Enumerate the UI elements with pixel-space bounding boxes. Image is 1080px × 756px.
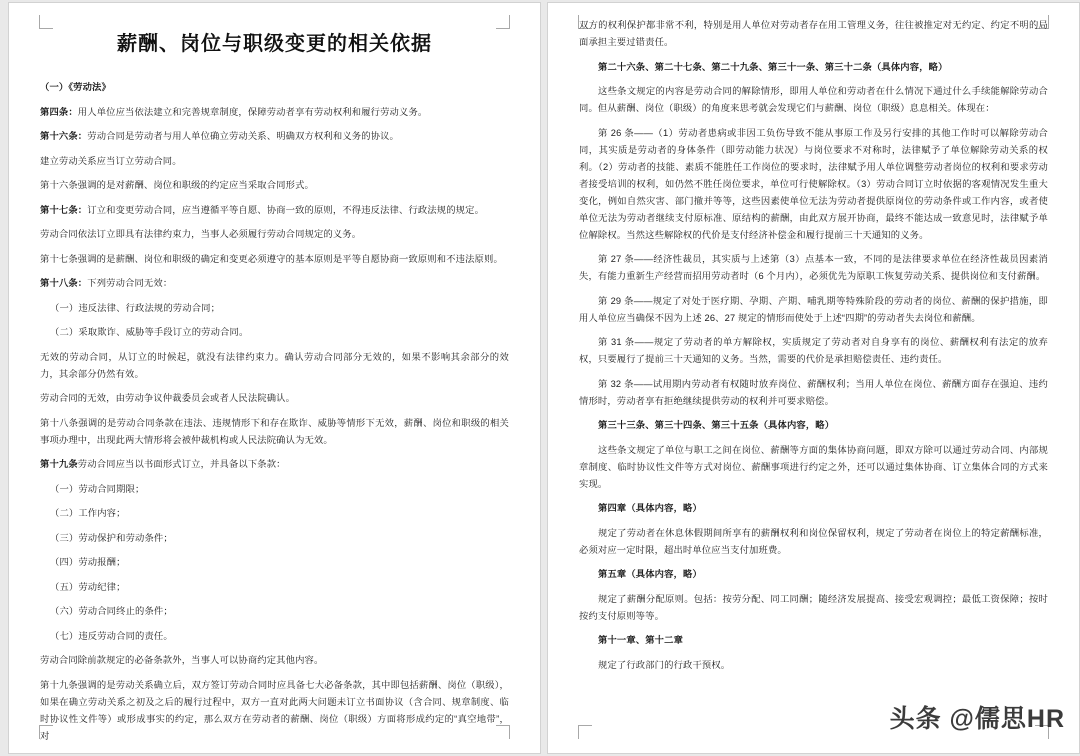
article-paragraph: [40, 275, 509, 292]
body-paragraph: 劳动合同除前款规定的必备条款外，当事人可以协商约定其他内容。: [40, 655, 324, 665]
article-paragraph: [40, 456, 509, 473]
body-paragraph: 劳动合同依法订立即具有法律约束力，当事人必须履行劳动合同规定的义务。: [40, 229, 362, 239]
section-heading-labor-law: （一）《劳动法》: [40, 82, 111, 92]
body-paragraph: 第十八条强调的是劳动合同条款在违法、违规情形下和存在欺诈、威胁等情形下无效，薪酬、岗位和职级的相关事项办理中，出现此两大情形将会被仲裁机构或人民法院确认为无效。: [40, 417, 509, 445]
list-item: （四）劳动报酬；: [50, 557, 126, 567]
watermark: 头条 @儒思HR: [889, 705, 1065, 733]
document-page-right: [547, 2, 1080, 754]
article-label: 第十六条：: [40, 131, 88, 141]
article-paragraph: [40, 128, 509, 145]
list-item: （一）劳动合同期限；: [50, 483, 145, 494]
body-paragraph: 这些条文规定了单位与职工之间在岗位、薪酬等方面的集体协商问题，即双方除可以通过劳动合同、内部规章制度、临时协议性文件等方式对岗位、薪酬事项进行约定之外，还可以通过集体协商、订立集体合同的方式来实现。: [579, 444, 1048, 489]
article-label: 第十八条：: [40, 278, 88, 288]
article-group-heading: 第三十三条、第三十四条、第三十五条（具体内容，略）: [598, 420, 835, 430]
body-paragraph: 规定了劳动者在休息休假期间所享有的薪酬权利和岗位保留权利，规定了劳动者在岗位上的特定薪酬标准，必须对应一定时限，超出时单位应当支付加班费。: [579, 527, 1048, 555]
chapter-heading: 第十一章、第十二章: [598, 635, 684, 645]
list-item: （二）工作内容；: [50, 508, 126, 518]
document-page-left: [8, 2, 541, 754]
list-item: （三）劳动保护和劳动条件；: [50, 532, 173, 543]
body-paragraph: 无效的劳动合同，从订立的时候起，就没有法律约束力。确认劳动合同部分无效的，如果不影响其余部分的效力，其余部分仍然有效。: [40, 351, 509, 379]
body-paragraph: 第十七条强调的是薪酬、岗位和职级的确定和变更必须遵守的基本原则是平等自愿协商一致原则和不违法原则。: [40, 253, 503, 264]
body-paragraph: 这些条文规定的内容是劳动合同的解除情形，即用人单位和劳动者在什么情况下通过什么手续能解除劳动合同。但从薪酬、岗位（职级）的角度来思考就会发现它们与薪酬、岗位（职级）息息相关。体现在：: [579, 86, 1048, 113]
article-text: 劳动合同应当以书面形式订立，并具备以下条款：: [77, 459, 286, 469]
body-paragraph: 建立劳动关系应当订立劳动合同。: [40, 155, 182, 166]
body-paragraph: 第十六条强调的是对薪酬、岗位和职级的约定应当采取合同形式。: [40, 180, 314, 190]
page-right-content: [579, 17, 1048, 739]
list-item: （一）违反法律、行政法规的劳动合同；: [50, 302, 221, 313]
article-text: 订立和变更劳动合同，应当遵循平等自愿、协商一致的原则，不得违反法律、行政法规的规定。: [87, 204, 485, 215]
page-left-content: [40, 17, 509, 739]
chapter-heading: 第四章（具体内容，略）: [598, 503, 702, 513]
body-paragraph: 第 31 条——规定了劳动者的单方解除权，实质规定了劳动者对自身享有的岗位、薪酬权利有法定的放弃权，只要履行了提前三十天通知的义务。当然，需要的代价是承担赔偿责任、违约责任。: [579, 337, 1048, 364]
article-label: 第四条：: [40, 106, 78, 117]
list-item: （五）劳动纪律；: [50, 581, 126, 592]
body-paragraph: 双方的权利保护都非常不利，特别是用人单位对劳动者存在用工管理义务，往往被推定对无约定、约定不明的局面承担主要过错责任。: [579, 20, 1048, 47]
list-item: （七）违反劳动合同的责任。: [50, 630, 173, 641]
article-label: 第十七条：: [40, 204, 88, 215]
list-item: （六）劳动合同终止的条件；: [50, 606, 173, 616]
article-group-heading: 第二十六条、第二十七条、第二十九条、第三十一条、第三十二条（具体内容，略）: [598, 61, 948, 72]
body-paragraph: 第 27 条——经济性裁员，其实质与上述第（3）点基本一致，不同的是法律要求单位在经济性裁员因素消失，有能力重新生产经营而招用劳动者时（6 个月内），必须优先为原职工恢复劳动关系、提供岗位和支付薪酬。: [579, 254, 1048, 281]
article-paragraph: [40, 104, 509, 121]
body-paragraph: 第 26 条——（1）劳动者患病或非因工负伤导致不能从事原工作及另行安排的其他工作时可以解除劳动合同，其实质是劳动者的身体条件（即劳动能力状况）与岗位要求不对称时，法律赋予了单位解除劳动关系的权利。（2）劳动者的技能、素质不能胜任工作岗位的要求时，法律赋予用人单位调整劳动者岗位的权利和要求劳动者接受培训的权利，如仍然不胜任岗位要求，单位可行使解除权。（3）劳动合同订立时依据的客观情况发生重大变化，例如自然灾害、部门撤并等等，这些因素使单位无法为劳动者提供原岗位的劳动条件或工作内容，或者使单位无法为劳动者继续支付原标准、原结构的薪酬，由此双方展开协商，最终不能达成一致意见时，法律赋予单位解除权。当然这些解除权的代价是支付经济补偿金和履行提前三十天通知的义务。: [579, 127, 1048, 240]
body-paragraph: 劳动合同的无效，由劳动争议仲裁委员会或者人民法院确认。: [40, 393, 296, 403]
body-paragraph: 第十九条强调的是劳动关系确立后，双方签订劳动合同时应具备七大必备条款，其中即包括薪酬、岗位（职级），如果在确立劳动关系之初及之后的履行过程中，双方一直对此两大问题未订立书面协议（含合同、规章制度、临时协议性文件等）或形成事实的约定，那么双方在劳动者的薪酬、岗位（职级）方面将形成约定的“真空地带”，对: [40, 679, 509, 741]
body-paragraph: 第 32 条——试用期内劳动者有权随时放弃岗位、薪酬权利；当用人单位在岗位、薪酬方面存在强迫、违约情形时，劳动者享有拒绝继续提供劳动的权利并可要求赔偿。: [579, 378, 1048, 406]
body-paragraph: 第 29 条——规定了对处于医疗期、孕期、产期、哺乳期等特殊阶段的劳动者的岗位、薪酬的保护措施，即用人单位应当确保不因为上述 26、27 规定的情形而使处于上述“四期”的劳动者失去岗位和薪酬。: [579, 295, 1048, 323]
list-item: （二）采取欺诈、威胁等手段订立的劳动合同。: [50, 327, 249, 337]
page-title: 薪酬、岗位与职级变更的相关依据: [117, 33, 432, 55]
article-text: 下列劳动合同无效：: [87, 278, 173, 288]
article-paragraph: [40, 202, 509, 219]
article-label: 第十九条: [40, 459, 78, 469]
body-paragraph: 规定了薪酬分配原则。包括：按劳分配、同工同酬；随经济发展提高、接受宏观调控；最低工资保障；按时按约支付原则等等。: [579, 593, 1048, 621]
chapter-heading: 第五章（具体内容，略）: [598, 569, 702, 579]
body-paragraph: 规定了行政部门的行政干预权。: [598, 659, 731, 670]
article-text: 劳动合同是劳动者与用人单位确立劳动关系、明确双方权利和义务的协议。: [87, 131, 399, 141]
article-text: 用人单位应当依法建立和完善规章制度，保障劳动者享有劳动权利和履行劳动义务。: [77, 106, 428, 117]
